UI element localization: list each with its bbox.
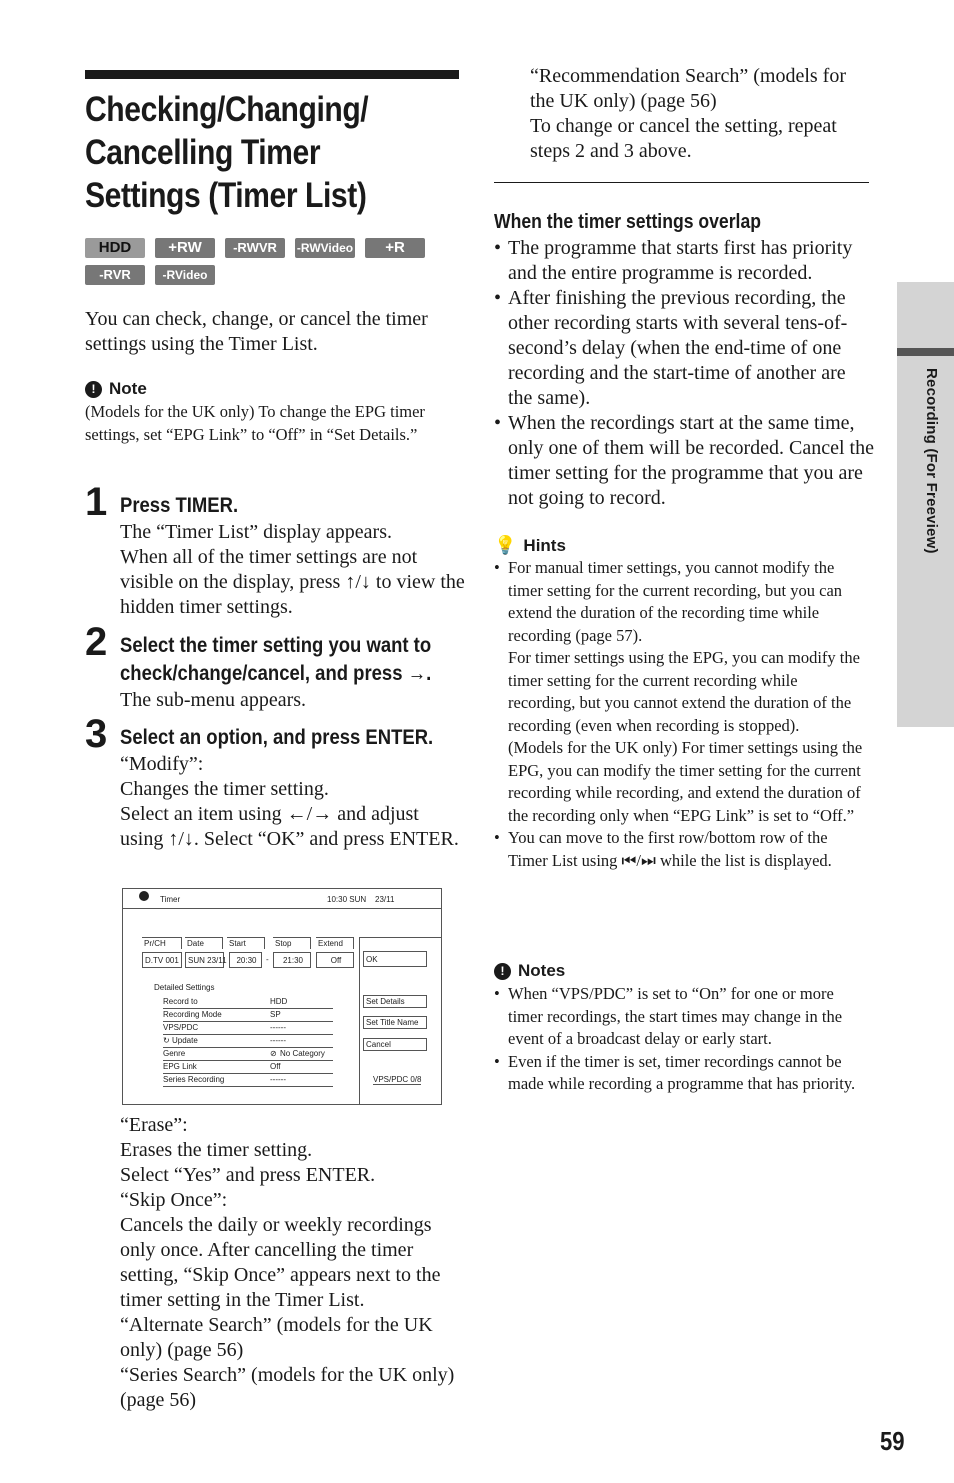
note-text: (Models for the UK only) To change the EPG timer settings, set “EPG Link” to “Off” in “Set Details.” [85,402,425,444]
overlap-item: • The programme that starts first has priority and the entire programme is recorded. [494,236,874,286]
field-start[interactable]: 20:30 [229,952,262,968]
overlap-item: • After finishing the previous recording, the other recording starts with several tens-of-second’s delay (when the end-time of one recording and the start-time of another are the same). [494,286,874,411]
timer-screen [122,888,442,1105]
overlap-heading: When the timer settings overlap [494,211,761,233]
step-3-number: 3 [85,712,108,756]
step-3-line: “Modify”: [120,753,204,775]
media-badges [85,238,465,292]
detail-row[interactable]: Record to HDD [163,996,333,1009]
right-top-line: “Recommendation Search” (models for the UK only) (page 56) [530,65,846,112]
hint-item: • For manual timer settings, you cannot modify the timer setting for the current recording, but you can extend the duration of the recording time while recording (page 57). For timer settings using the EPG, you can modify the timer setting for the current recording while recording, but you cannot extend the duration of the recording (even when recording is stopped). (Models for the UK only) For timer settings using the EPG, you can modify the timer setting for the current recording while recording, and extend the duration of the recording only when “EPG Link” is set to “Off.” [494,557,869,827]
detail-row[interactable]: Genre ⊘ No Category [163,1048,333,1061]
field-date[interactable]: SUN 23/11 [185,952,224,968]
cancel-button[interactable]: Cancel [363,1038,427,1051]
step-1-line: The “Timer List” display appears. [120,521,392,543]
set-details-button[interactable]: Set Details [363,995,427,1008]
page-number: 59 [880,1426,905,1456]
detail-row[interactable]: EPG Link Off [163,1061,333,1074]
side-tab-bar [897,348,954,356]
hint-item: • You can move to the first row/bottom row of the Timer List using ⏮/⏭ while the list is displayed. [494,827,869,872]
detail-row[interactable]: Series Recording ------ [163,1074,333,1087]
badge-plus-r: +R [365,238,425,258]
step-3-line: Erases the timer setting. [120,1139,313,1161]
step-2-number: 2 [85,620,108,664]
screen-clock: 10:30 SUN 23/11 [327,895,395,904]
step-3-more [120,1113,465,1413]
step-3-line: “Series Search” (models for the UK only) (page 56) [120,1364,455,1411]
step-3 [120,724,465,852]
note-item: • Even if the timer is set, timer recordings cannot be made while recording a programme that has priority. [494,1051,869,1096]
label-extend: Extend [316,937,354,949]
step-1-number: 1 [85,480,108,524]
note-icon: ! [494,963,511,980]
step-2-heading: check/change/cancel, and press →. [120,662,432,685]
step-3-line: “Skip Once”: [120,1189,228,1211]
field-extend[interactable]: Off [316,952,354,968]
page-title: Checking/Changing/ Cancelling Timer Settings (Timer List) [85,90,369,215]
note-icon: ! [85,381,102,398]
detail-row[interactable]: VPS/PDC ------ [163,1022,333,1035]
badge-hdd: HDD [85,238,145,258]
overlap-section [494,211,874,511]
lightbulb-icon: 💡 [494,535,517,555]
step-3-line: Select “Yes” and press ENTER. [120,1164,376,1186]
genre-icon: ⊘ [270,1049,277,1058]
step-1-line: When all of the timer settings are not visible on the display, press ↑/↓ to view the hidden timer settings. [120,546,465,618]
badge-r-vr: -RVR [85,265,145,285]
step-3-line: “Erase”: [120,1114,188,1136]
detail-row[interactable]: Recording Mode SP [163,1009,333,1022]
notes-block [494,961,869,1096]
label-stop: Stop [273,937,311,949]
detail-row[interactable]: Update ↻ ------ [163,1035,333,1048]
hints-heading: Hints [523,535,566,555]
side-tab-label: Recording (For Freeview) [923,368,940,554]
badge-rw-vr: -RWVR [225,238,285,258]
badge-plus-rw: +RW [155,238,215,258]
right-top [530,64,870,164]
step-3-heading: Select an option, and press ENTER. [120,726,434,749]
title-rule [85,70,459,79]
overlap-item: • When the recordings start at the same time, only one of them will be recorded. Cancel the timer setting for the programme that you are not going to record. [494,411,874,511]
ok-button[interactable]: OK [363,951,427,967]
badge-rw-video: -RWVideo [295,238,355,258]
screen-title: Timer [160,895,181,904]
badge-r-video: -RVideo [155,265,215,285]
field-pr-ch[interactable]: D.TV 001 [142,952,182,968]
step-3-line: “Alternate Search” (models for the UK only) (page 56) [120,1314,433,1361]
notes-heading: Notes [518,961,566,980]
set-title-name-button[interactable]: Set Title Name [363,1016,427,1029]
label-pr-ch: Pr/CH [142,937,182,949]
hints-block [494,535,869,872]
label-date: Date [185,937,223,949]
step-1 [120,492,465,620]
divider [494,182,869,183]
note-block [85,379,460,446]
step-3-line: Changes the timer setting. [120,778,329,800]
step-3-line: Cancels the daily or weekly recordings only once. After cancelling the timer setting, “Skip Once” appears next to the timer setting in the Timer List. [120,1214,441,1311]
field-stop[interactable]: 21:30 [273,952,311,968]
note-heading: Note [109,379,147,398]
step-2-line: The sub-menu appears. [120,689,307,711]
step-2 [120,632,465,713]
step-1-heading: Press TIMER. [120,494,239,517]
step-2-heading: Select the timer setting you want to [120,634,432,657]
screen-title-bar [123,889,441,909]
detail-title: Detailed Settings [154,983,215,992]
intro-text: You can check, change, or cancel the timer settings using the Timer List. [85,308,428,355]
timer-icon [139,891,149,901]
note-item: • When “VPS/PDC” is set to “On” for one or more timer recordings, the start times may change in the event of a broadcast delay or early start. [494,983,869,1051]
label-start: Start [227,937,265,949]
right-top-line: To change or cancel the setting, repeat steps 2 and 3 above. [530,115,837,162]
step-3-line: Select an item using ←/→ and adjust using ↑/↓. Select “OK” and press ENTER. [120,803,459,850]
time-dash: - [266,955,269,964]
vps-counter: VPS/PDC 0/8 [373,1075,422,1084]
update-icon: ↻ [163,1036,170,1045]
